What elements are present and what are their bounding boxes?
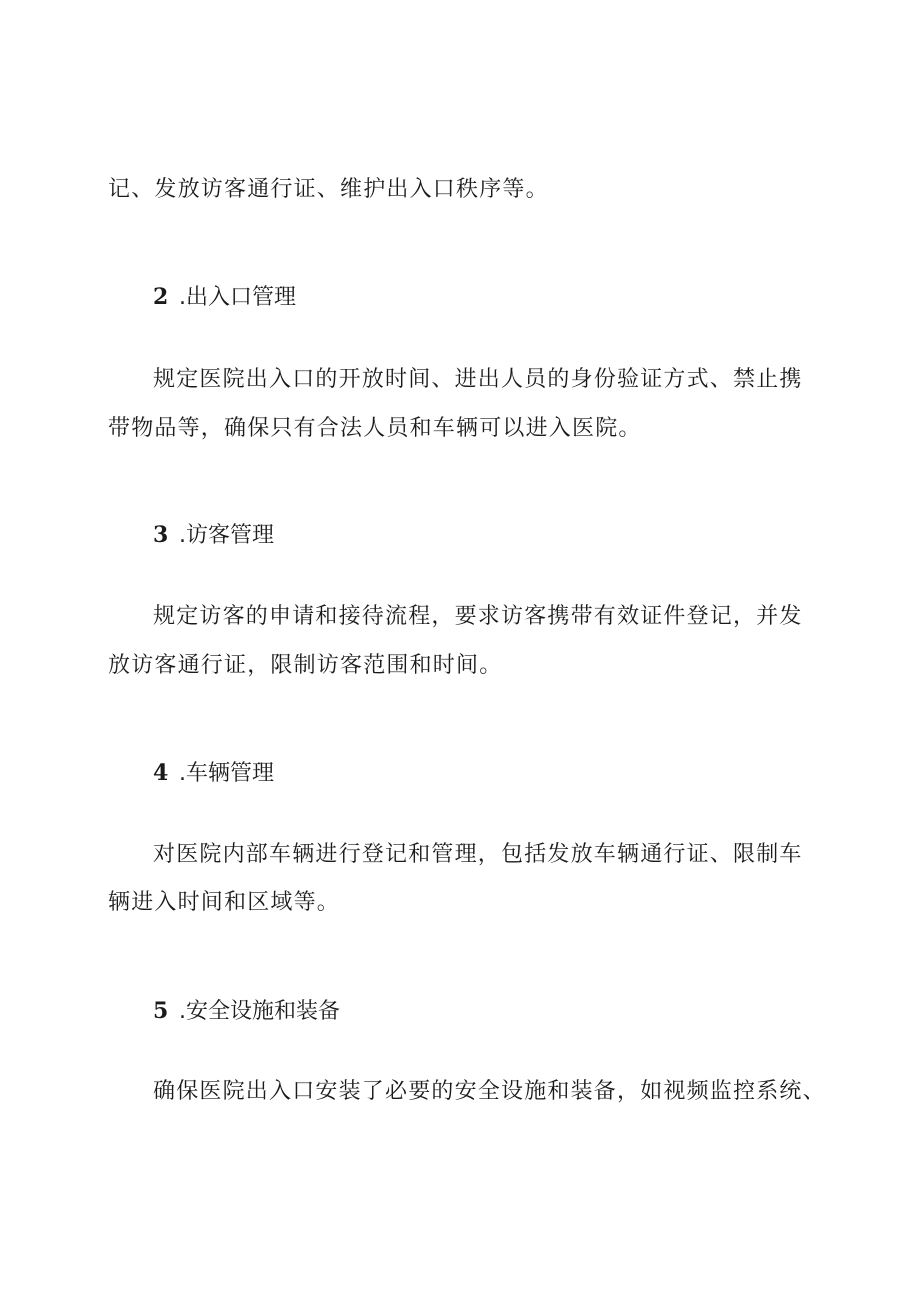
section-3-line-1: 规定访客的申请和接待流程，要求访客携带有效证件登记，并发 xyxy=(153,604,803,629)
section-heading-4 xyxy=(153,758,274,789)
section-5-line-1: 确保医院出入口安装了必要的安全设施和装备，如视频监控系统、 xyxy=(153,1079,826,1104)
section-number-2: 2 xyxy=(153,284,169,310)
section-title-5: .安全设施和装备 xyxy=(179,999,340,1024)
section-title-2: .出入口管理 xyxy=(179,285,296,310)
section-heading-3 xyxy=(153,520,274,551)
section-title-4: .车辆管理 xyxy=(179,761,274,786)
section-4-line-1: 对医院内部车辆进行登记和管理，包括发放车辆通行证、限制车 xyxy=(153,842,803,867)
section-4-line-2: 辆进入时间和区域等。 xyxy=(108,890,341,915)
section-number-5: 5 xyxy=(153,998,169,1024)
section-2-line-1: 规定医院出入口的开放时间、进出人员的身份验证方式、禁止携 xyxy=(153,367,803,392)
section-title-3: .访客管理 xyxy=(179,523,274,548)
section-number-4: 4 xyxy=(153,760,169,786)
section-heading-2 xyxy=(153,282,296,313)
section-2-line-2: 带物品等，确保只有合法人员和车辆可以进入医院。 xyxy=(108,416,642,441)
intro-line-1: 记、发放访客通行证、维护出入口秩序等。 xyxy=(108,177,549,202)
section-number-3: 3 xyxy=(153,522,169,548)
section-heading-5 xyxy=(153,996,340,1027)
section-3-line-2: 放访客通行证，限制访客范围和时间。 xyxy=(108,653,503,678)
